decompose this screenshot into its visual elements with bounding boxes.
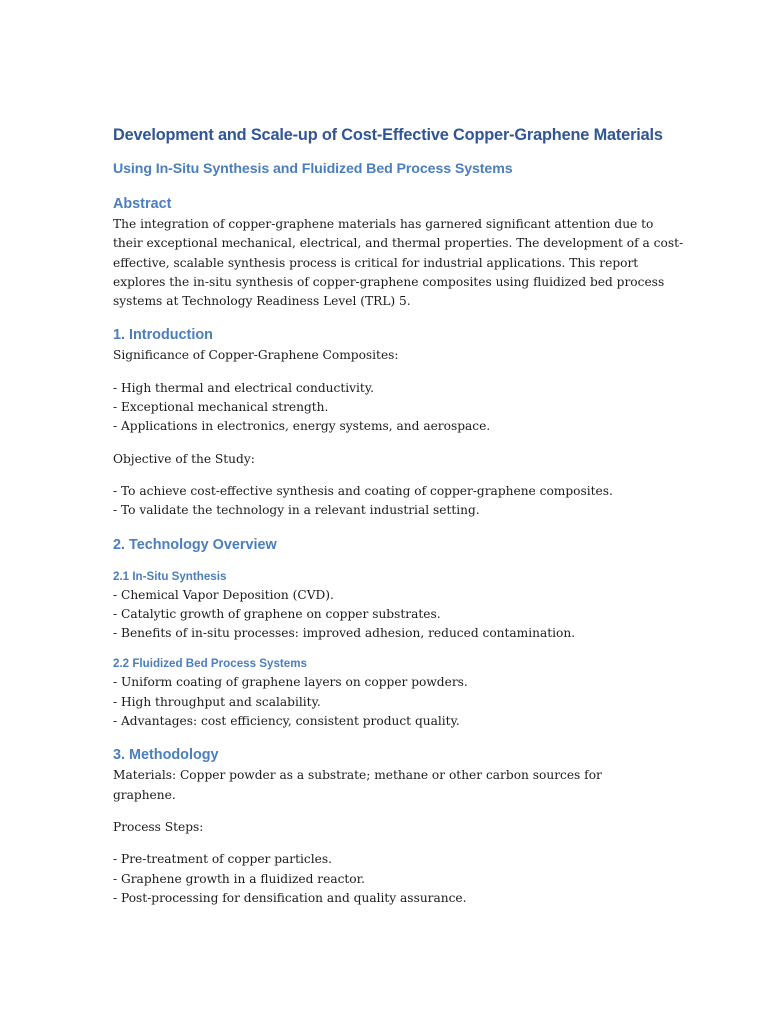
list-item: - High thermal and electrical conductivity. xyxy=(113,380,374,395)
list-item: - Benefits of in-situ processes: improved adhesion, reduced contamination. xyxy=(113,626,576,641)
insitu-synthesis-list xyxy=(113,586,658,644)
abstract-line: explores the in-situ synthesis of copper-graphene composites using fluidized bed process xyxy=(113,274,665,289)
list-item: - To achieve cost-effective synthesis and coating of copper-graphene composites. xyxy=(113,483,613,498)
insitu-synthesis-heading: 2.1 In-Situ Synthesis xyxy=(113,569,227,583)
process-steps-label: Process Steps: xyxy=(113,819,204,834)
methodology-heading: 3. Methodology xyxy=(113,747,219,764)
significance-label: Significance of Copper-Graphene Composites: xyxy=(113,348,399,363)
introduction-heading: 1. Introduction xyxy=(113,327,213,344)
list-item: - Exceptional mechanical strength. xyxy=(113,400,329,415)
abstract-heading: Abstract xyxy=(113,196,172,212)
list-item: - Advantages: cost efficiency, consistent product quality. xyxy=(113,714,460,729)
abstract-line: effective, scalable synthesis process is critical for industrial applications. This report xyxy=(113,255,639,270)
list-item: - Post-processing for densification and quality assurance. xyxy=(113,890,467,905)
objective-label: Objective of the Study: xyxy=(113,451,255,466)
document-subtitle: Using In-Situ Synthesis and Fluidized Bed Process Systems xyxy=(113,161,513,177)
list-item: - Chemical Vapor Deposition (CVD). xyxy=(113,587,334,602)
technology-overview-heading: 2. Technology Overview xyxy=(113,536,277,553)
abstract-line: their exceptional mechanical, electrical, and thermal properties. The development of a cost- xyxy=(113,236,684,251)
list-item: - Uniform coating of graphene layers on copper powders. xyxy=(113,675,468,690)
fluidized-bed-list xyxy=(113,673,658,731)
process-steps-list xyxy=(113,850,658,908)
materials-text: Materials: Copper powder as a substrate; methane or other carbon sources for graphene. xyxy=(113,768,602,802)
list-item: - Pre-treatment of copper particles. xyxy=(113,852,332,867)
list-item: - To validate the technology in a relevant industrial setting. xyxy=(113,503,480,518)
list-item: - High throughput and scalability. xyxy=(113,694,321,709)
significance-list xyxy=(113,379,658,437)
fluidized-bed-heading: 2.2 Fluidized Bed Process Systems xyxy=(113,657,307,671)
list-item: - Applications in electronics, energy systems, and aerospace. xyxy=(113,419,491,434)
abstract-line: The integration of copper-graphene materials has garnered significant attention due to xyxy=(113,217,654,231)
document-page xyxy=(113,122,684,908)
list-item: - Graphene growth in a fluidized reactor. xyxy=(113,871,366,886)
list-item: - Catalytic growth of graphene on copper substrates. xyxy=(113,606,441,621)
objective-list xyxy=(113,482,658,521)
document-title: Development and Scale-up of Cost-Effective Copper-Graphene Materials xyxy=(113,126,663,144)
abstract-paragraph xyxy=(113,215,684,311)
abstract-line: systems at Technology Readiness Level (TRL) 5. xyxy=(113,294,411,309)
